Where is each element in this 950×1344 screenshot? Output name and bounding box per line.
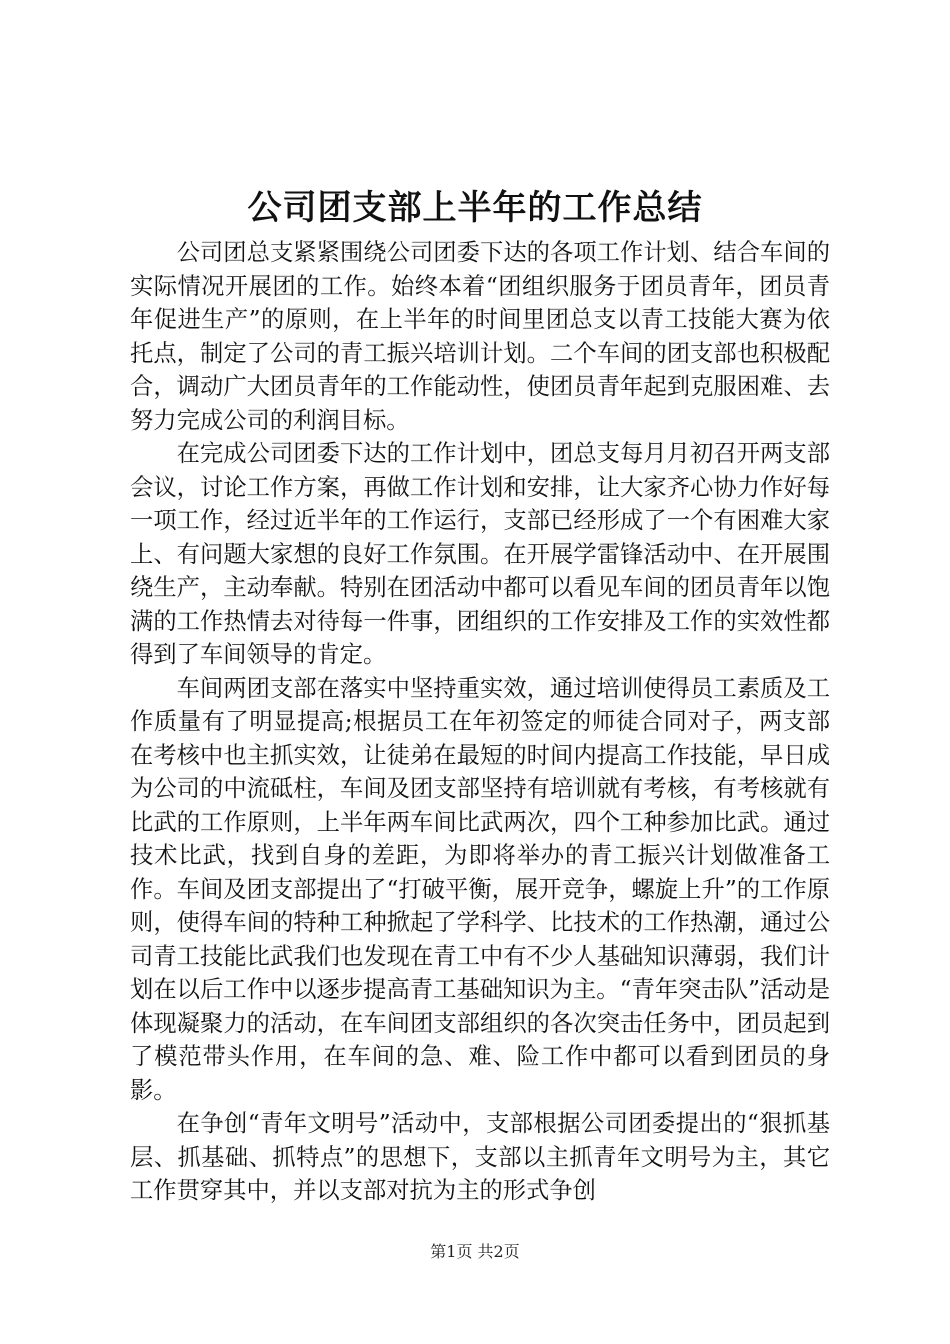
document-body	[130, 236, 830, 1208]
paragraph-1: 公司团总支紧紧围绕公司团委下达的各项工作计划、结合车间的实际情况开展团的工作。始终本着“团组织服务于团员青年，团员青年促进生产”的原则，在上半年的时间里团总支以青工技能大赛为依托点，制定了公司的青工振兴培训计划。二个车间的团支部也积极配合，调动广大团员青年的工作能动性，使团员青年起到克服困难、去努力完成公司的利润目标。	[130, 239, 830, 434]
paragraph-4: 在争创“青年文明号”活动中，支部根据公司团委提出的“狠抓基层、抓基础、抓特点”的思想下，支部以主抓青年文明号为主，其它工作贯穿其中，并以支部对抗为主的形式争创	[130, 1110, 830, 1204]
paragraph-2: 在完成公司团委下达的工作计划中，团总支每月月初召开两支部会议，讨论工作方案，再做工作计划和安排，让大家齐心协力作好每一项工作，经过近半年的工作运行，支部已经形成了一个有困难大家上、有问题大家想的良好工作氛围。在开展学雷锋活动中、在开展围绕生产，主动奉献。特别在团活动中都可以看见车间的团员青年以饱满的工作热情去对待每一件事，团组织的工作安排及工作的实效性都得到了车间领导的肯定。	[130, 440, 830, 668]
document-title: 公司团支部上半年的工作总结	[247, 188, 703, 228]
page-number-footer: 第1页 共2页	[430, 1242, 520, 1261]
paragraph-3: 车间两团支部在落实中坚持重实效，通过培训使得员工素质及工作质量有了明显提高;根据员工在年初签定的师徒合同对子，两支部在考核中也主抓实效，让徒弟在最短的时间内提高工作技能，早日成为公司的中流砥柱，车间及团支部坚持有培训就有考核，有考核就有比武的工作原则，上半年两车间比武两次，四个工种参加比武。通过技术比武，找到自身的差距，为即将举办的青工振兴计划做准备工作。车间及团支部提出了“打破平衡，展开竞争，螺旋上升”的工作原则，使得车间的特种工种掀起了学科学、比技术的工作热潮，通过公司青工技能比武我们也发现在青工中有不少人基础知识薄弱，我们计划在以后工作中以逐步提高青工基础知识为主。“青年突击队”活动是体现凝聚力的活动，在车间团支部组织的各次突击任务中，团员起到了模范带头作用，在车间的急、难、险工作中都可以看到团员的身影。	[130, 674, 830, 1104]
